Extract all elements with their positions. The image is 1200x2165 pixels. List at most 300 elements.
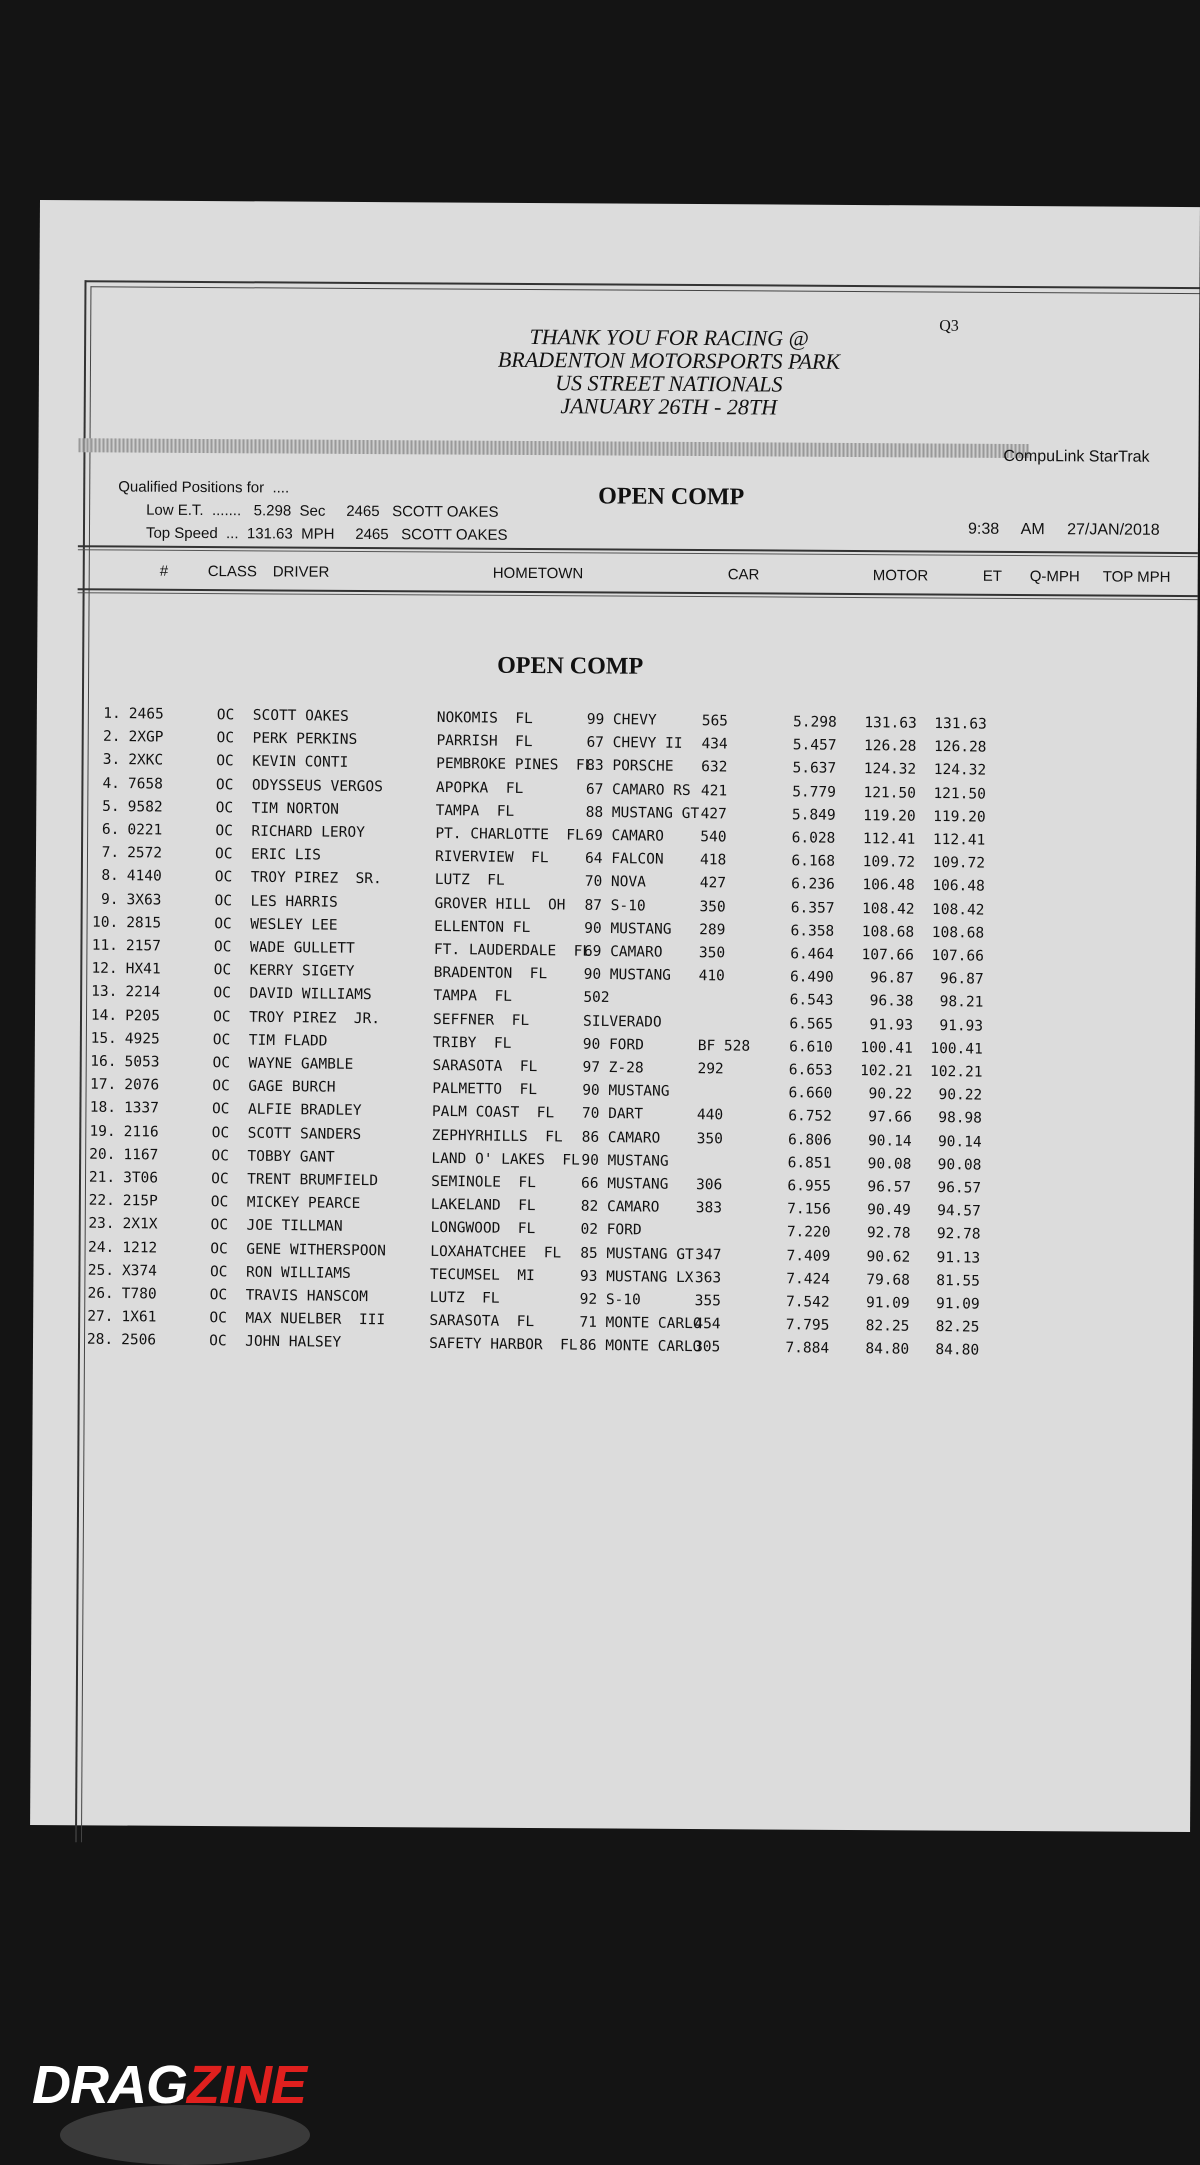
cell-car: 90 MUSTANG	[583, 966, 672, 984]
col-car: CAR	[727, 566, 760, 584]
cell-top: 96.87	[939, 971, 984, 988]
qualified-summary	[118, 475, 508, 546]
cell-top: 107.66	[931, 947, 985, 965]
cell-motor: 350	[699, 898, 726, 916]
cell-car: 90 MUSTANG	[582, 1082, 670, 1100]
col-hometown: HOMETOWN	[492, 564, 584, 583]
cell-cls: OC	[211, 1124, 230, 1141]
cell-cls: OC	[214, 915, 232, 933]
cell-car: 67 CAMARO RS	[585, 781, 691, 799]
cell-num: X374	[121, 1262, 158, 1280]
cell-et: 7.884	[785, 1340, 830, 1358]
cell-top: 81.55	[936, 1272, 981, 1290]
cell-town: FT. LAUDERDALE FL	[433, 941, 592, 960]
cell-cls: OC	[210, 1240, 228, 1257]
cell-top: 112.41	[932, 831, 986, 849]
cell-num: 0221	[127, 822, 163, 839]
cell-num: 2465	[128, 706, 164, 723]
cell-pos: 14.	[90, 1007, 118, 1024]
cell-motor: BF 528	[697, 1037, 751, 1055]
cell-town: LOXAHATCHEE FL	[430, 1243, 562, 1262]
cell-driver: ODYSSEUS VERGOS	[251, 777, 383, 795]
cell-q: 82.25	[865, 1318, 910, 1335]
cell-et: 6.464	[790, 946, 835, 963]
cell-num: 4140	[126, 868, 162, 885]
cell-motor: 454	[694, 1316, 721, 1333]
cell-et: 6.660	[788, 1085, 833, 1102]
cell-pos: 9.	[100, 891, 119, 908]
system-label: CompuLink StarTrak	[1003, 447, 1150, 466]
cell-top: 119.20	[933, 808, 986, 826]
cell-top: 94.57	[937, 1203, 981, 1220]
top-speed-label: Top Speed ...	[145, 524, 239, 543]
cell-num: 2815	[126, 914, 162, 932]
cell-car: 66 MUSTANG	[581, 1175, 669, 1193]
cell-car: 88 MUSTANG GT	[585, 804, 700, 822]
cell-cls: OC	[209, 1263, 228, 1281]
cell-q: 96.87	[869, 970, 914, 987]
cell-pos: 6.	[101, 821, 120, 839]
cell-q: 90.08	[867, 1155, 912, 1173]
cell-top: 98.21	[939, 994, 984, 1011]
cell-driver: TROY PIREZ SR.	[250, 870, 382, 888]
cell-et: 5.779	[792, 783, 837, 801]
cell-motor: 347	[695, 1246, 722, 1263]
cell-et: 7.795	[785, 1317, 830, 1334]
cell-motor: 410	[698, 968, 725, 985]
cell-num: 3T06	[123, 1170, 159, 1187]
cell-cls: OC	[216, 753, 234, 770]
cell-pos: 19.	[89, 1123, 116, 1140]
cell-top: 91.93	[939, 1017, 984, 1035]
cell-driver: KEVIN CONTI	[252, 754, 349, 772]
cell-driver: TRAVIS HANSCOM	[245, 1287, 369, 1306]
cell-cls: OC	[213, 939, 232, 956]
cell-pos: 27.	[87, 1308, 114, 1326]
cell-num: 9582	[127, 798, 163, 816]
low-et-value: 5.298 Sec	[253, 502, 326, 520]
cell-town: BRADENTON FL	[433, 965, 548, 983]
cell-pos: 8.	[101, 868, 119, 885]
cell-q: 96.57	[867, 1179, 912, 1196]
cell-pos: 4.	[102, 775, 121, 792]
cell-pos: 21.	[88, 1169, 116, 1186]
thank-you-header	[439, 324, 900, 419]
cell-driver: WESLEY LEE	[250, 916, 338, 934]
header-line: BRADENTON MOTORSPORTS PARK	[497, 346, 841, 374]
cell-et: 6.490	[789, 969, 834, 986]
cell-q: 79.68	[866, 1271, 911, 1289]
col-class: CLASS	[207, 563, 257, 581]
cell-pos: 16.	[90, 1053, 117, 1070]
cell-et: 5.637	[792, 760, 837, 778]
cell-q: 96.38	[869, 993, 914, 1011]
cell-et: 7.220	[786, 1224, 831, 1242]
cell-driver: JOE TILLMAN	[246, 1217, 343, 1236]
cell-pos: 26.	[87, 1285, 114, 1302]
cell-town: PALMETTO FL	[432, 1081, 538, 1099]
cell-pos: 10.	[91, 914, 119, 931]
cell-et: 6.653	[788, 1062, 833, 1079]
cell-pos: 28.	[86, 1332, 114, 1349]
cell-cls: OC	[212, 1055, 231, 1072]
cell-motor: 632	[701, 759, 728, 776]
cell-top: 90.22	[938, 1087, 983, 1104]
cell-motor: 355	[694, 1293, 721, 1310]
cell-town: ELLENTON FL	[434, 918, 531, 936]
round-label: Q3	[939, 317, 959, 335]
cell-cls: OC	[211, 1171, 229, 1188]
cell-q: 126.28	[863, 738, 917, 755]
cell-num: 2XKC	[128, 752, 164, 769]
cell-town: TRIBY FL	[432, 1034, 512, 1052]
cell-cls: OC	[216, 730, 235, 747]
cell-pos: 5.	[102, 798, 120, 815]
cell-pos: 18.	[89, 1100, 117, 1117]
cell-q: 91.93	[869, 1016, 914, 1034]
cell-pos: 11.	[91, 937, 119, 954]
cell-q: 131.63	[864, 715, 917, 732]
cell-car: 87 S-10	[584, 897, 646, 915]
cell-town: PALM COAST FL	[431, 1104, 555, 1122]
cell-top: 82.25	[935, 1319, 980, 1336]
low-et-label: Low E.T. .......	[146, 501, 242, 520]
cell-top: 98.98	[938, 1110, 983, 1127]
cell-q: 100.41	[860, 1039, 913, 1057]
cell-motor: 427	[699, 875, 727, 892]
timestamp	[968, 521, 1160, 540]
cell-driver: TOBBY GANT	[247, 1148, 335, 1166]
cell-et: 7.424	[786, 1270, 831, 1288]
cell-q: 90.62	[866, 1248, 911, 1266]
cell-driver: TIM NORTON	[251, 800, 340, 818]
logo-part: ZINE	[187, 2055, 307, 2115]
cell-q: 119.20	[863, 807, 916, 825]
cell-town: ZEPHYRHILLS FL	[431, 1127, 563, 1146]
cell-driver: TRENT BRUMFIELD	[247, 1171, 379, 1190]
cell-town: TAMPA FL	[435, 802, 515, 820]
cell-num: 7658	[127, 775, 163, 793]
cell-et: 6.543	[789, 992, 834, 1010]
col-motor: MOTOR	[872, 567, 929, 585]
cell-car: SILVERADO	[582, 1013, 662, 1031]
cell-motor: 350	[696, 1130, 723, 1147]
time: 9:38 AM	[967, 520, 1045, 539]
cell-top: 106.48	[932, 878, 985, 895]
cell-town: LUTZ FL	[429, 1289, 500, 1307]
cell-car: 90 FORD	[582, 1036, 645, 1054]
cell-q: 109.72	[862, 854, 916, 871]
cell-motor: 418	[699, 852, 727, 869]
cell-car: 69 CAMARO	[583, 943, 663, 961]
cell-num: P205	[125, 1007, 161, 1025]
cell-num: 2076	[124, 1077, 160, 1094]
cell-et: 6.851	[787, 1154, 832, 1172]
cell-pos: 20.	[89, 1146, 116, 1163]
cell-cls: OC	[214, 869, 233, 886]
cell-top: 109.72	[932, 855, 986, 872]
col-topmph: TOP MPH	[1102, 568, 1171, 586]
cell-cls: OC	[209, 1333, 227, 1350]
cell-pos: 23.	[88, 1216, 115, 1233]
cell-cls: OC	[216, 707, 235, 724]
low-et-row	[118, 498, 508, 523]
cell-town: LAND O' LAKES FL	[431, 1150, 580, 1169]
cell-pos: 12.	[91, 960, 118, 978]
cell-driver: MAX NUELBER III	[245, 1310, 386, 1329]
cell-town: LAKELAND FL	[430, 1197, 536, 1215]
cell-q: 92.78	[866, 1225, 911, 1243]
cell-top: 91.13	[936, 1249, 981, 1267]
cell-pos: 17.	[89, 1076, 117, 1094]
cell-q: 106.48	[862, 877, 915, 895]
cell-q: 124.32	[863, 761, 917, 779]
cell-et: 6.955	[787, 1178, 832, 1195]
cell-q: 91.09	[865, 1295, 910, 1312]
qualified-label: Qualified Positions for ....	[118, 478, 290, 497]
cell-motor: 289	[699, 921, 726, 939]
cell-pos: 1.	[103, 705, 121, 723]
cell-motor: 434	[701, 736, 728, 753]
cell-num: 2X1X	[122, 1216, 158, 1233]
cell-car: 70 NOVA	[584, 874, 646, 891]
dragzine-logo	[32, 2055, 307, 2115]
cell-driver: MICKEY PEARCE	[246, 1194, 361, 1213]
cell-car: 97 Z-28	[582, 1059, 644, 1077]
cell-motor: 440	[696, 1107, 724, 1124]
header-line: THANK YOU FOR RACING @	[529, 323, 809, 351]
cell-car: 86 MONTE CARLO	[579, 1338, 702, 1356]
cell-motor: 292	[697, 1061, 724, 1078]
cell-top: 84.80	[935, 1342, 980, 1359]
top-speed-value: 131.63 MPH	[246, 525, 335, 543]
cell-q: 108.68	[861, 923, 915, 941]
cell-cls: OC	[209, 1287, 228, 1304]
cell-et: 6.752	[788, 1108, 833, 1126]
cell-car: 90 MUSTANG	[581, 1152, 669, 1170]
cell-driver: GAGE BURCH	[248, 1078, 336, 1096]
cell-motor: 383	[695, 1200, 723, 1217]
cell-cls: OC	[211, 1101, 230, 1118]
cell-pos: 24.	[87, 1239, 115, 1256]
cell-town: SEMINOLE FL	[431, 1173, 536, 1192]
col-driver: DRIVER	[272, 563, 330, 581]
logo-part: DRAG	[32, 2055, 187, 2115]
cell-motor: 305	[694, 1339, 721, 1356]
cell-num: T780	[121, 1286, 157, 1303]
cell-top: 126.28	[933, 739, 987, 756]
cell-driver: KERRY SIGETY	[249, 962, 355, 981]
cell-driver: GENE WITHERSPOON	[246, 1241, 387, 1259]
date: 27/JAN/2018	[1067, 521, 1160, 539]
cell-top: 90.08	[937, 1156, 982, 1174]
col-num: #	[159, 562, 169, 580]
cell-et: 7.409	[786, 1247, 831, 1265]
low-et-car: 2465 SCOTT OAKES	[346, 502, 499, 521]
cell-motor: 427	[700, 805, 727, 823]
cell-cls: OC	[213, 985, 231, 1002]
cell-driver: SCOTT SANDERS	[247, 1125, 362, 1143]
cell-et: 6.610	[789, 1039, 833, 1056]
cell-driver: WAYNE GAMBLE	[248, 1055, 354, 1073]
cell-et: 6.806	[787, 1131, 832, 1149]
cell-et: 6.358	[790, 923, 835, 940]
cell-town: SARASOTA FL	[432, 1057, 538, 1076]
cell-cls: OC	[212, 1031, 231, 1049]
cell-top: 102.21	[930, 1063, 983, 1081]
cell-num: 4925	[124, 1030, 160, 1048]
top-speed-row	[118, 521, 508, 546]
col-qmph: Q-MPH	[1029, 568, 1080, 586]
cell-top: 108.42	[931, 901, 985, 919]
cell-pos: 7.	[101, 844, 120, 862]
cell-town: LUTZ FL	[434, 872, 505, 890]
cell-driver: TROY PIREZ JR.	[249, 1009, 381, 1027]
cell-q: 84.80	[865, 1341, 910, 1359]
cell-et: 6.565	[789, 1015, 834, 1033]
section-title: OPEN COMP	[497, 652, 644, 680]
cell-car: 64 FALCON	[584, 850, 664, 868]
header-line: JANUARY 26TH - 28TH	[560, 393, 778, 420]
cell-num: 2XGP	[128, 729, 164, 746]
cell-q: 90.14	[867, 1132, 912, 1150]
cell-town: SAFETY HARBOR FL	[429, 1336, 578, 1355]
cell-top: 131.63	[934, 715, 987, 733]
cell-et: 6.236	[791, 876, 835, 894]
cell-q: 107.66	[861, 947, 915, 964]
cell-car: 86 CAMARO	[581, 1129, 661, 1147]
cell-car: 82 CAMARO	[580, 1198, 660, 1216]
cell-num: 2572	[127, 845, 163, 862]
cell-q: 90.49	[867, 1202, 911, 1219]
cell-q: 112.41	[862, 831, 916, 848]
cell-car: 502	[583, 990, 610, 1007]
cell-top: 92.78	[936, 1226, 981, 1243]
cell-town: PEMBROKE PINES FL	[436, 756, 594, 775]
cell-q: 121.50	[863, 784, 916, 802]
cell-car: 83 PORSCHE	[586, 758, 674, 776]
cell-top: 100.41	[930, 1040, 983, 1058]
cell-et: 5.457	[792, 737, 837, 754]
cell-num: 1212	[122, 1239, 158, 1257]
cell-motor: 306	[696, 1177, 723, 1194]
class-title: OPEN COMP	[598, 483, 745, 511]
cell-cls: OC	[215, 846, 233, 863]
cell-driver: JOHN HALSEY	[245, 1333, 342, 1352]
cell-town: GROVER HILL OH	[434, 895, 566, 914]
cell-car: 70 DART	[581, 1106, 644, 1123]
cell-q: 90.22	[868, 1086, 913, 1103]
cell-car: 71 MONTE CARLO	[579, 1314, 702, 1333]
cell-pos: 2.	[102, 728, 121, 746]
cell-num: 2116	[123, 1123, 159, 1141]
cell-num: 2214	[125, 984, 161, 1001]
cell-pos: 13.	[91, 984, 118, 1001]
cell-driver: ALFIE BRADLEY	[247, 1101, 362, 1120]
cell-num: 2506	[121, 1332, 157, 1349]
cell-top: 96.57	[937, 1180, 982, 1197]
cell-num: 215P	[122, 1193, 158, 1210]
cell-et: 6.357	[790, 899, 835, 917]
cell-top: 124.32	[933, 762, 987, 779]
cell-top: 90.14	[937, 1133, 982, 1151]
cell-num: 2157	[125, 938, 161, 955]
cell-town: PARRISH FL	[436, 733, 533, 751]
cell-town: PT. CHARLOTTE FL	[435, 825, 584, 844]
cell-car: 02 FORD	[580, 1222, 642, 1239]
cell-town: RIVERVIEW FL	[434, 849, 549, 867]
top-speed-car: 2465 SCOTT OAKES	[355, 525, 508, 544]
cell-cls: OC	[215, 799, 234, 817]
cell-town: LONGWOOD FL	[430, 1220, 536, 1238]
cell-et: 6.168	[791, 853, 836, 870]
cell-et: 5.849	[791, 807, 836, 824]
cell-num: 1167	[123, 1146, 159, 1164]
cell-car: 67 CHEVY II	[586, 734, 683, 753]
cell-driver: TIM FLADD	[248, 1032, 328, 1050]
cell-cls: OC	[213, 1008, 231, 1025]
cell-q: 108.42	[861, 900, 915, 918]
cell-pos: 15.	[90, 1030, 117, 1047]
cell-driver: PERK PERKINS	[252, 730, 358, 749]
cell-driver: LES HARRIS	[250, 893, 338, 911]
cell-cls: OC	[214, 892, 233, 909]
cell-num: 3X63	[126, 891, 162, 909]
cell-pos: 22.	[88, 1192, 115, 1210]
cell-town: APOPKA FL	[435, 779, 524, 797]
cell-town: SEFFNER FL	[433, 1011, 530, 1029]
cell-driver: DAVID WILLIAMS	[249, 985, 372, 1004]
cell-q: 102.21	[860, 1063, 913, 1080]
cell-motor: 363	[694, 1269, 722, 1287]
cell-q: 97.66	[868, 1109, 913, 1127]
cell-et: 7.156	[787, 1201, 831, 1218]
cell-cls: OC	[211, 1147, 229, 1165]
cell-num: 1337	[123, 1100, 160, 1117]
cell-town: TAMPA FL	[433, 988, 513, 1006]
cell-driver: SCOTT OAKES	[252, 707, 349, 725]
cell-town: SARASOTA FL	[429, 1313, 535, 1331]
cell-top: 121.50	[933, 785, 986, 803]
cell-num: 1X61	[121, 1309, 157, 1326]
cell-driver: RON WILLIAMS	[245, 1264, 351, 1282]
cell-cls: OC	[209, 1310, 228, 1327]
cell-num: HX41	[125, 961, 161, 978]
cell-motor: 540	[700, 829, 727, 846]
cell-cls: OC	[212, 1078, 230, 1095]
cell-cls: OC	[215, 776, 234, 793]
cell-et: 5.298	[793, 714, 837, 731]
cell-car: 69 CAMARO	[585, 827, 665, 845]
cell-pos: 25.	[87, 1262, 115, 1279]
cell-top: 108.68	[931, 924, 985, 942]
cell-motor: 350	[698, 945, 726, 962]
cell-num: 5053	[124, 1054, 160, 1071]
cell-car: 92 S-10	[579, 1291, 641, 1309]
col-et: ET	[982, 567, 1002, 585]
cell-top: 91.09	[935, 1296, 980, 1313]
cell-motor: 421	[700, 782, 728, 800]
cell-cls: OC	[215, 823, 233, 840]
cell-cls: OC	[210, 1217, 229, 1234]
cell-et: 6.028	[791, 830, 836, 847]
results-sheet	[30, 200, 1200, 1832]
cell-car: 99 CHEVY	[586, 711, 657, 729]
cell-et: 7.542	[785, 1294, 830, 1311]
cell-cls: OC	[210, 1194, 229, 1211]
cell-driver: RICHARD LEROY	[251, 823, 365, 842]
cell-town: NOKOMIS FL	[436, 709, 533, 728]
